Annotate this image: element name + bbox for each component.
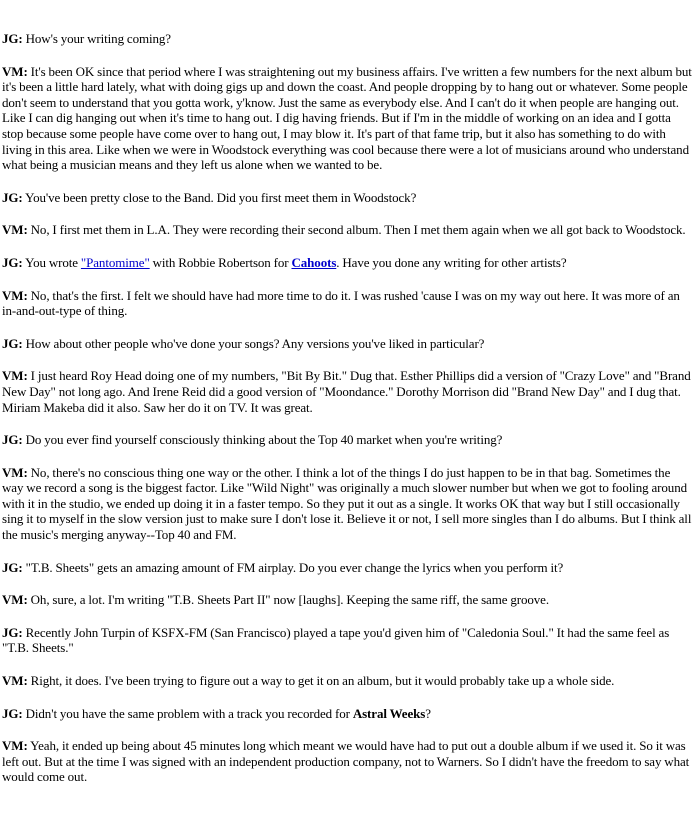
entry-text: No, I first met them in L.A. They were recording their second album. Then I met them again when we all got back to Woodstock. xyxy=(27,222,686,238)
interview-entry xyxy=(2,560,694,576)
speaker-label: JG: xyxy=(2,254,23,270)
speaker-label: JG: xyxy=(2,189,23,205)
interview-entry xyxy=(2,465,694,543)
speaker-label: JG: xyxy=(2,624,23,640)
entry-text: Oh, sure, a lot. I'm writing "T.B. Sheets Part II" now [laughs]. Keeping the same riff, the same groove. xyxy=(27,592,549,608)
interview-entry xyxy=(2,738,694,785)
interview-entry xyxy=(2,255,694,271)
entry-text: You wrote xyxy=(22,254,81,270)
entry-text: Recently John Turpin of KSFX-FM (San Francisco) played a tape you'd given him of "Caledonia Soul." It had the same feel as "T.B. Sheets." xyxy=(2,624,670,656)
entry-text: How's your writing coming? xyxy=(22,31,171,46)
entry-text: No, there's no conscious thing one way or the other. I think a lot of the things I do just happen to be in that bag. Sometimes the way we record a song is the biggest factor. Like "Wild Night" was originally a much slower number but when we got to fooling around with it in the studio, we ended up doing it in a faster tempo. So they put it out as a single. It works OK that way but I still occasionally sing it to myself in the slow version just to make sure I don't lose it. Believe it or not, I sell more singles than I do albums. But I think all the music's merging anyway--Top 40 and FM. xyxy=(2,464,692,543)
speaker-label: VM: xyxy=(2,738,28,754)
entry-text: Right, it does. I've been trying to figure out a way to get it on an album, but it would probably take up a whole side. xyxy=(27,673,615,689)
pantomime-link[interactable]: "Pantomime" xyxy=(80,254,150,270)
speaker-label: VM: xyxy=(2,63,28,79)
entry-text: It's been OK since that period where I was straightening out my business affairs. I've written a few numbers for the next album but it's been a little hard lately, what with doing gigs up and down the coast. And people dropping by to hang out or whatever. Some people don't seem to understand that you gotta work, y'know. Just the same as everybody else. And I can't do it when people are hanging out. Like I can dig hanging out when it's time to hang out. I dig having friends. But if I'm in the middle of working on an idea and I gotta stop because some people have come over to hang out, I may blow it. It's part of that fame trip, but it also has something to do with living in this area. Like when we were in Woodstock everything was cool because there were a lot of musicians around who understand what being a musician means and they left us alone when we wanted to be. xyxy=(2,63,692,173)
entry-text: "T.B. Sheets" gets an amazing amount of FM airplay. Do you ever change the lyrics when you perform it? xyxy=(22,559,564,575)
entry-text: ? xyxy=(425,705,431,721)
interview-page xyxy=(0,31,699,818)
entry-text: Do you ever find yourself consciously thinking about the Top 40 market when you're writing? xyxy=(22,432,503,448)
entry-text: . Have you done any writing for other artists? xyxy=(336,254,567,270)
interview-entry xyxy=(2,673,694,689)
interview-entry xyxy=(2,64,694,173)
interview-entry xyxy=(2,190,694,206)
entry-text: I just heard Roy Head doing one of my numbers, "Bit By Bit." Dug that. Esther Phillips did a version of "Crazy Love" and "Brand New Day" not long ago. And Irene Reid did a good version of "Moondance." Dorothy Morrison did "Brand New Day" and I dug that. Miriam Makeba did it also. Saw her do it on TV. It was great. xyxy=(2,368,691,415)
entry-text: Didn't you have the same problem with a track you recorded for xyxy=(22,705,353,721)
speaker-label: JG: xyxy=(2,559,23,575)
speaker-label: VM: xyxy=(2,287,28,303)
cahoots-link[interactable]: Cahoots xyxy=(291,254,337,270)
entry-text: Yeah, it ended up being about 45 minutes long which meant we would have had to put out a double album if we used it. So it was left out. But at the time I was signed with an independent production company, not to Warners. So I didn't have the freedom to say what would come out. xyxy=(2,738,690,785)
album-title-astral-weeks: Astral Weeks xyxy=(352,705,426,721)
interview-entry xyxy=(2,31,694,47)
speaker-label: VM: xyxy=(2,222,28,238)
interview-entry xyxy=(2,336,694,352)
interview-entry xyxy=(2,625,694,656)
speaker-label: JG: xyxy=(2,335,23,351)
speaker-label: JG: xyxy=(2,432,23,448)
speaker-label: VM: xyxy=(2,592,28,608)
entry-text: How about other people who've done your songs? Any versions you've liked in particular? xyxy=(22,335,485,351)
speaker-label: JG: xyxy=(2,31,23,46)
interview-entry xyxy=(2,368,694,415)
speaker-label: JG: xyxy=(2,705,23,721)
interview-entry xyxy=(2,288,694,319)
interview-entry xyxy=(2,432,694,448)
entry-text: with Robbie Robertson for xyxy=(149,254,292,270)
speaker-label: VM: xyxy=(2,368,28,384)
interview-entry xyxy=(2,222,694,238)
entry-text: You've been pretty close to the Band. Did you first meet them in Woodstock? xyxy=(22,189,417,205)
interview-entry xyxy=(2,592,694,608)
speaker-label: VM: xyxy=(2,464,28,480)
entry-text: No, that's the first. I felt we should have had more time to do it. I was rushed 'cause I was on my way out here. It was more of an in-and-out-type of thing. xyxy=(2,287,680,319)
speaker-label: VM: xyxy=(2,673,28,689)
interview-entry xyxy=(2,706,694,722)
